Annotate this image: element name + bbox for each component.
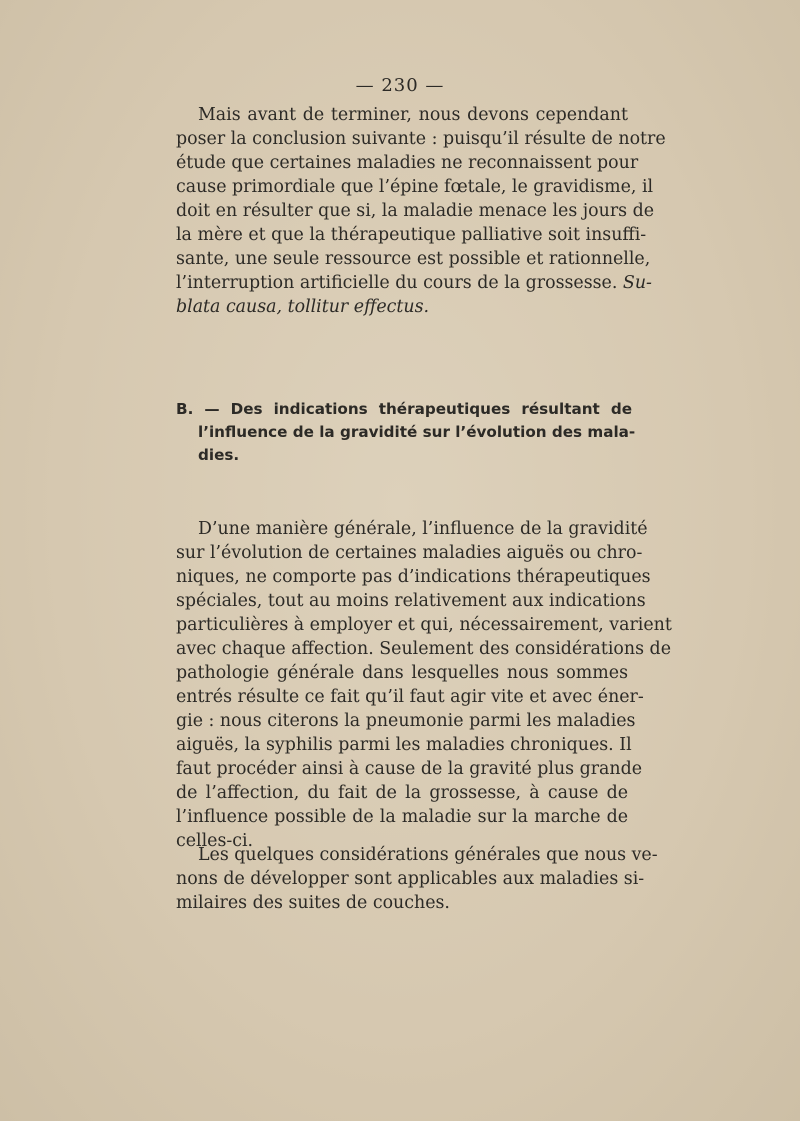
text-line: sur l’évolution de certaines maladies aiguës ou chro- [176,543,643,563]
text-line [176,295,628,319]
latin-phrase-start: Su- [622,273,652,293]
page-number: — 230 — [355,75,445,96]
text-line: milaires des suites de couches. [176,893,450,913]
text-line: entrés résulte ce fait qu’il faut agir vite et avec éner- [176,687,644,707]
text-line: de l’affection, du fait de la grossesse, à cause de [176,783,628,803]
text-line: poser la conclusion suivante : puisqu’il résulte de notre [176,129,666,149]
text-line: l’influence possible de la maladie sur la marche de [176,807,628,827]
text-line: celles-ci. [176,831,254,851]
text-line: niques, ne comporte pas d’indications thérapeutiques [176,567,651,587]
text-line: étude que certaines maladies ne reconnaissent pour [176,153,639,173]
paragraph-conclusion [176,103,666,319]
text-line: D’une manière générale, l’influence de la gravidité [198,519,648,539]
text-line [176,271,652,295]
text-line: Les quelques considérations générales que nous ve- [198,845,658,865]
text-line: faut procéder ainsi à cause de la gravité plus grande [176,759,643,779]
text-line: avec chaque affection. Seulement des considérations de [176,639,671,659]
text-line: aiguës, la syphilis parmi les maladies chroniques. Il [176,735,632,755]
text-line: la mère et que la thérapeutique palliative soit insuffi- [176,225,647,245]
text-line: spéciales, tout au moins relativement aux indications [176,591,646,611]
text-line: doit en résulter que si, la maladie menace les jours de [176,201,655,221]
heading-line: dies. [198,446,240,464]
text-line: particulières à employer et qui, nécessairement, varient [176,615,672,635]
paragraph-postpartum [176,843,658,915]
text-line: sante, une seule ressource est possible et rationnelle, [176,249,651,269]
text-line: gie : nous citerons la pneumonie parmi les maladies [176,711,636,731]
text-line: Mais avant de terminer, nous devons cependant [198,105,628,125]
text-segment: l’interruption artificielle du cours de la grossesse. [176,273,618,293]
paragraph-general-influence [176,517,672,853]
latin-phrase-end: blata causa, tollitur effectus. [176,297,430,317]
text-line: pathologie générale dans lesquelles nous sommes [176,663,628,683]
text-line: cause primordiale que l’épine fœtale, le gravidisme, il [176,177,654,197]
section-heading [176,398,636,467]
heading-line: B. — Des indications thérapeutiques résultant de [176,400,632,418]
heading-line: l’influence de la gravidité sur l’évolution des mala- [198,423,636,441]
text-line: nons de développer sont applicables aux maladies si- [176,869,645,889]
